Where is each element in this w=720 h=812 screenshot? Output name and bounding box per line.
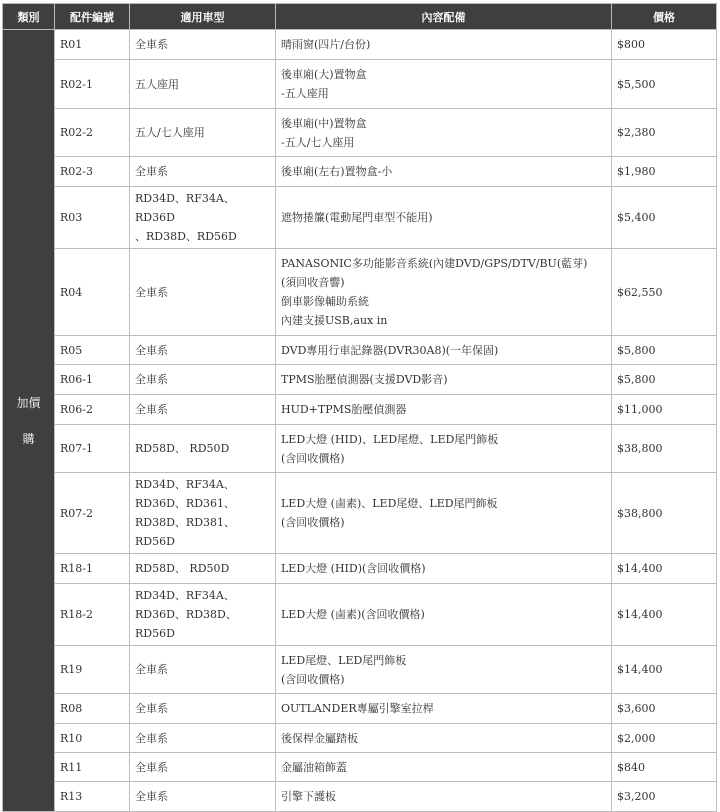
model-cell: 全車系 bbox=[130, 249, 276, 336]
header-model: 適用車型 bbox=[130, 4, 276, 30]
table-header-row bbox=[3, 4, 717, 30]
content-cell: PANASONIC多功能影音系統(內建DVD/GPS/DTV/BU(藍芽) (須回收音響) 倒車影像輔助系統 內建支援USB,aux in bbox=[276, 249, 612, 336]
header-content: 內容配備 bbox=[276, 4, 612, 30]
model-cell: RD58D、 RD50D bbox=[130, 425, 276, 473]
table-row bbox=[3, 724, 717, 753]
table-row bbox=[3, 60, 717, 109]
model-cell: 全車系 bbox=[130, 30, 276, 60]
table-row bbox=[3, 554, 717, 584]
code-cell: R10 bbox=[55, 724, 130, 753]
model-cell: 全車系 bbox=[130, 365, 276, 395]
code-cell: R13 bbox=[55, 782, 130, 812]
content-cell: 晴雨窗(四片/台份) bbox=[276, 30, 612, 60]
model-cell: RD58D、 RD50D bbox=[130, 554, 276, 584]
price-cell: $5,400 bbox=[612, 187, 717, 249]
content-cell: 遮物捲簾(電動尾門車型不能用) bbox=[276, 187, 612, 249]
header-category: 類別 bbox=[3, 4, 55, 30]
content-cell: HUD+TPMS胎壓偵測器 bbox=[276, 395, 612, 425]
model-cell: 全車系 bbox=[130, 753, 276, 782]
table-row bbox=[3, 584, 717, 646]
code-cell: R02-2 bbox=[55, 109, 130, 157]
price-cell: $14,400 bbox=[612, 554, 717, 584]
code-cell: R08 bbox=[55, 694, 130, 724]
table-body bbox=[3, 30, 717, 812]
price-cell: $800 bbox=[612, 30, 717, 60]
content-cell: 金屬油箱飾蓋 bbox=[276, 753, 612, 782]
content-cell: LED尾燈、LED尾門飾板 (含回收價格) bbox=[276, 646, 612, 694]
model-cell: RD34D、RF34A、RD36D 、RD38D、RD56D bbox=[130, 187, 276, 249]
table-row bbox=[3, 646, 717, 694]
price-cell: $38,800 bbox=[612, 425, 717, 473]
table-row bbox=[3, 694, 717, 724]
content-cell: LED大燈 (HID)、LED尾燈、LED尾門飾板 (含回收價格) bbox=[276, 425, 612, 473]
price-cell: $11,000 bbox=[612, 395, 717, 425]
price-cell: $2,000 bbox=[612, 724, 717, 753]
code-cell: R18-1 bbox=[55, 554, 130, 584]
model-cell: 全車系 bbox=[130, 694, 276, 724]
table-row bbox=[3, 473, 717, 554]
price-cell: $14,400 bbox=[612, 584, 717, 646]
code-cell: R07-2 bbox=[55, 473, 130, 554]
model-cell: 全車系 bbox=[130, 157, 276, 187]
code-cell: R11 bbox=[55, 753, 130, 782]
model-cell: 全車系 bbox=[130, 724, 276, 753]
code-cell: R07-1 bbox=[55, 425, 130, 473]
price-cell: $2,380 bbox=[612, 109, 717, 157]
content-cell: DVD專用行車記錄器(DVR30A8)(一年保固) bbox=[276, 336, 612, 365]
content-cell: 後車廂(左右)置物盒-小 bbox=[276, 157, 612, 187]
code-cell: R03 bbox=[55, 187, 130, 249]
price-cell: $5,800 bbox=[612, 365, 717, 395]
price-cell: $1,980 bbox=[612, 157, 717, 187]
code-cell: R06-2 bbox=[55, 395, 130, 425]
table-row bbox=[3, 425, 717, 473]
price-cell: $5,500 bbox=[612, 60, 717, 109]
content-cell: 後保桿金屬踏板 bbox=[276, 724, 612, 753]
code-cell: R19 bbox=[55, 646, 130, 694]
model-cell: 全車系 bbox=[130, 646, 276, 694]
content-cell: LED大燈 (HID)(含回收價格) bbox=[276, 554, 612, 584]
category-cell: 加價購 bbox=[3, 30, 55, 812]
table-row bbox=[3, 365, 717, 395]
price-cell: $38,800 bbox=[612, 473, 717, 554]
content-cell: LED大燈 (鹵素)(含回收價格) bbox=[276, 584, 612, 646]
header-price: 價格 bbox=[612, 4, 717, 30]
code-cell: R18-2 bbox=[55, 584, 130, 646]
table-row bbox=[3, 336, 717, 365]
price-cell: $62,550 bbox=[612, 249, 717, 336]
model-cell: 全車系 bbox=[130, 782, 276, 812]
model-cell: 五人/七人座用 bbox=[130, 109, 276, 157]
content-cell: 引擎下護板 bbox=[276, 782, 612, 812]
content-cell: 後車廂(中)置物盒 -五人/七人座用 bbox=[276, 109, 612, 157]
table-row bbox=[3, 753, 717, 782]
model-cell: 全車系 bbox=[130, 395, 276, 425]
content-cell: TPMS胎壓偵測器(支援DVD影音) bbox=[276, 365, 612, 395]
table-row bbox=[3, 187, 717, 249]
price-cell: $5,800 bbox=[612, 336, 717, 365]
code-cell: R04 bbox=[55, 249, 130, 336]
table-row bbox=[3, 782, 717, 812]
price-cell: $3,600 bbox=[612, 694, 717, 724]
content-cell: 後車廂(大)置物盒 -五人座用 bbox=[276, 60, 612, 109]
header-code: 配件編號 bbox=[55, 4, 130, 30]
content-cell: OUTLANDER專屬引擎室拉桿 bbox=[276, 694, 612, 724]
model-cell: RD34D、RF34A、 RD36D、RD38D、RD56D bbox=[130, 584, 276, 646]
table-row bbox=[3, 30, 717, 60]
content-cell: LED大燈 (鹵素)、LED尾燈、LED尾門飾板 (含回收價格) bbox=[276, 473, 612, 554]
code-cell: R02-3 bbox=[55, 157, 130, 187]
model-cell: 五人座用 bbox=[130, 60, 276, 109]
price-cell: $14,400 bbox=[612, 646, 717, 694]
table-row bbox=[3, 395, 717, 425]
price-cell: $840 bbox=[612, 753, 717, 782]
table-row bbox=[3, 249, 717, 336]
code-cell: R01 bbox=[55, 30, 130, 60]
table-row bbox=[3, 157, 717, 187]
code-cell: R02-1 bbox=[55, 60, 130, 109]
accessory-price-table bbox=[2, 3, 717, 812]
model-cell: 全車系 bbox=[130, 336, 276, 365]
price-cell: $3,200 bbox=[612, 782, 717, 812]
table-row bbox=[3, 109, 717, 157]
model-cell: RD34D、RF34A、 RD36D、RD361、 RD38D、RD381、RD56D bbox=[130, 473, 276, 554]
code-cell: R06-1 bbox=[55, 365, 130, 395]
code-cell: R05 bbox=[55, 336, 130, 365]
